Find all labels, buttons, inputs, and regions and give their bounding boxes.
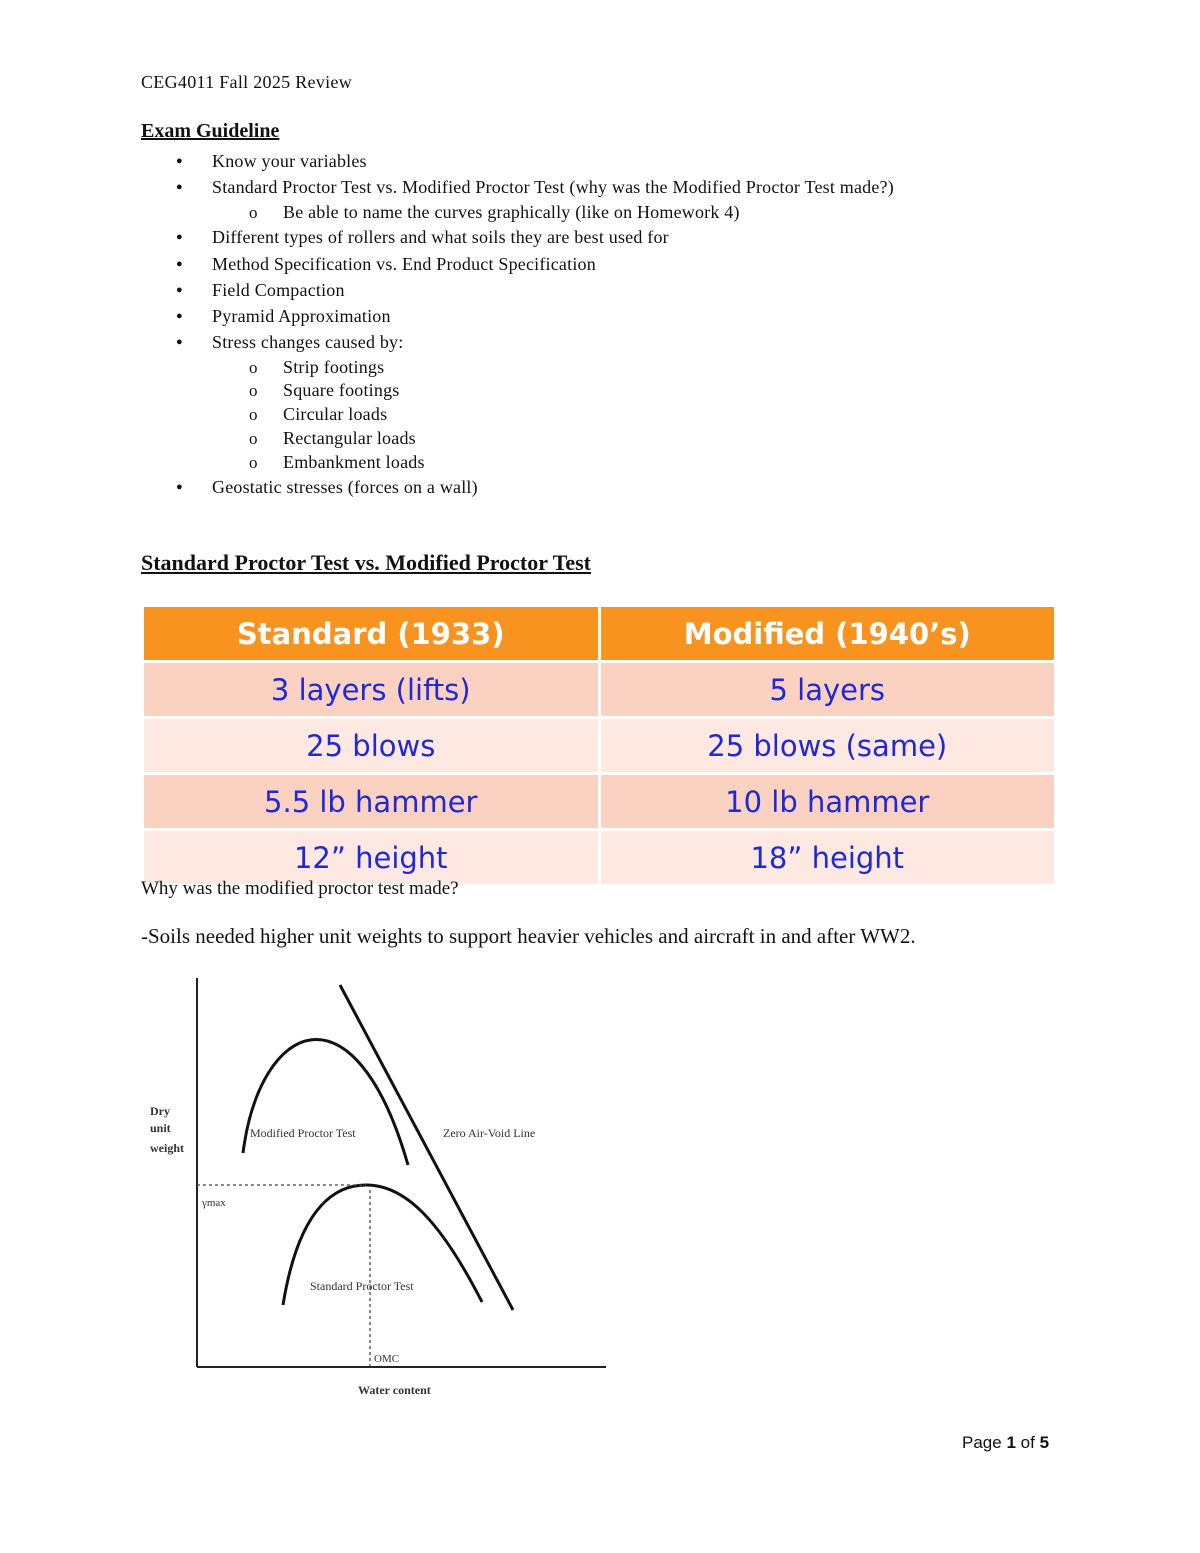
table-cell: 5.5 lb hammer bbox=[143, 774, 600, 830]
omc-label: OMC bbox=[374, 1353, 400, 1365]
ylabel-line-2: unit bbox=[150, 1121, 171, 1135]
question-text: Why was the modified proctor test made? bbox=[141, 878, 459, 899]
table-cell: 10 lb hammer bbox=[599, 774, 1056, 830]
zero-air-void-label: Zero Air-Void Line bbox=[443, 1126, 536, 1140]
zero-air-void-line bbox=[340, 985, 513, 1310]
list-item: ● Field Compaction bbox=[141, 277, 1091, 303]
table-cell: 3 layers (lifts) bbox=[143, 662, 600, 718]
compaction-curve-chart bbox=[140, 960, 620, 1410]
compaction-chart-svg bbox=[140, 960, 620, 1410]
ylabel-line-3: weight bbox=[150, 1141, 184, 1155]
sub-list-item: o Square footings bbox=[212, 379, 1091, 403]
table-row bbox=[143, 718, 1056, 774]
table-cell: 12” height bbox=[143, 830, 600, 886]
exam-guideline-heading: Exam Guideline bbox=[141, 120, 280, 142]
xlabel: Water content bbox=[358, 1383, 431, 1397]
page-footer bbox=[962, 1433, 1049, 1453]
sub-list-item: o Embankment loads bbox=[212, 451, 1091, 475]
page-prefix: Page bbox=[962, 1433, 1002, 1452]
guideline-list bbox=[141, 148, 1091, 501]
standard-curve-label: Standard Proctor Test bbox=[310, 1279, 414, 1293]
table-cell: 25 blows bbox=[143, 718, 600, 774]
table-cell: 18” height bbox=[599, 830, 1056, 886]
list-item: ● Geostatic stresses (forces on a wall) bbox=[141, 474, 1091, 500]
list-item: ● Method Specification vs. End Product Specification bbox=[141, 251, 1091, 277]
page-of: of bbox=[1020, 1433, 1035, 1452]
table-header-row bbox=[143, 607, 1056, 662]
list-item: ● Different types of rollers and what soils they are best used for bbox=[141, 224, 1091, 250]
modified-curve-label: Modified Proctor Test bbox=[250, 1126, 356, 1140]
proctor-comparison-table bbox=[141, 607, 1057, 887]
page-total: 5 bbox=[1039, 1433, 1050, 1452]
sub-list bbox=[212, 201, 1091, 225]
sub-list bbox=[212, 356, 1091, 475]
answer-text: -Soils needed higher unit weights to support heavier vehicles and aircraft in and after WW2. bbox=[141, 924, 916, 948]
list-item: ● Know your variables bbox=[141, 148, 1091, 174]
sub-list-item: o Strip footings bbox=[212, 356, 1091, 380]
gamma-max-label: γmax bbox=[202, 1197, 226, 1209]
modified-proctor-curve bbox=[243, 1040, 408, 1165]
header-standard: Standard (1933) bbox=[143, 607, 600, 662]
ylabel-line-1: Dry bbox=[150, 1104, 170, 1118]
list-item: ● Pyramid Approximation bbox=[141, 303, 1091, 329]
table-row bbox=[143, 662, 1056, 718]
header-modified: Modified (1940’s) bbox=[599, 607, 1056, 662]
sub-list-item: o Rectangular loads bbox=[212, 427, 1091, 451]
table-cell: 25 blows (same) bbox=[599, 718, 1056, 774]
sub-list-item: o Circular loads bbox=[212, 403, 1091, 427]
table-cell: 5 layers bbox=[599, 662, 1056, 718]
document-header: CEG4011 Fall 2025 Review bbox=[141, 72, 353, 92]
list-item: ● Stress changes caused by: o Strip footings o Square footings o Circular loads o Rectangular loads o Embankment loads bbox=[141, 329, 1091, 474]
proctor-section-heading: Standard Proctor Test vs. Modified Proctor Test bbox=[141, 550, 591, 575]
list-item: ● Standard Proctor Test vs. Modified Proctor Test (why was the Modified Proctor Test made?) o Be able to name the curves graphically (like on Homework 4) bbox=[141, 174, 1091, 224]
sub-list-item: o Be able to name the curves graphically (like on Homework 4) bbox=[212, 201, 1091, 225]
page-number: 1 bbox=[1006, 1433, 1016, 1452]
table-row bbox=[143, 774, 1056, 830]
